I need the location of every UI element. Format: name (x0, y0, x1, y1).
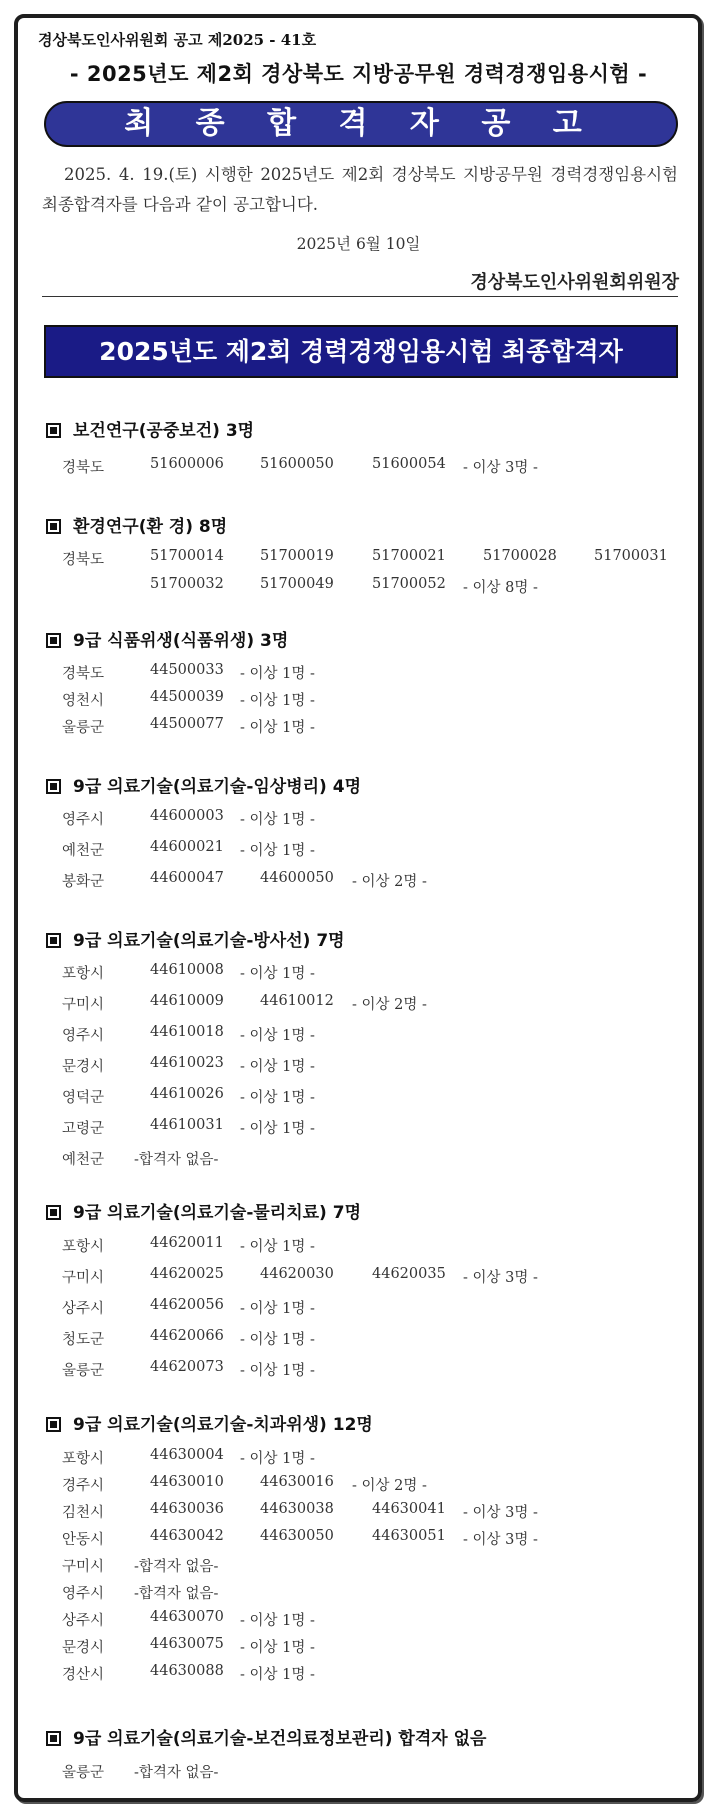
candidate-number: 51700049 (260, 576, 334, 592)
section-title (46, 1410, 373, 1435)
intro-paragraph: 2025. 4. 19.(토) 시행한 2025년도 제2회 경상북도 지방공무원 경력경쟁임용시험 최종합격자를 다음과 같이 공고합니다. (42, 165, 678, 214)
count-summary: - 이상 1명 - (240, 1090, 315, 1106)
region-label: 울릉군 (62, 1765, 105, 1781)
result-row (62, 1663, 662, 1685)
candidate-number: 44620073 (150, 1359, 224, 1375)
candidate-number: 44600047 (150, 870, 224, 886)
candidate-number: 44610012 (260, 993, 334, 1009)
section-title (46, 512, 227, 537)
candidate-number: 44620056 (150, 1297, 224, 1313)
no-passer-note: -합격자 없음- (134, 1586, 219, 1602)
candidate-number: 44610023 (150, 1055, 224, 1071)
result-row (62, 1055, 662, 1077)
region-label: 경북도 (62, 666, 105, 682)
count-summary: - 이상 3명 - (463, 1532, 538, 1548)
candidate-number: 44630036 (150, 1501, 224, 1517)
count-summary: - 이상 8명 - (463, 580, 538, 596)
region-label: 포항시 (62, 1451, 105, 1467)
candidate-number: 44630070 (150, 1609, 224, 1625)
candidate-number: 44600003 (150, 808, 224, 824)
result-row (62, 1086, 662, 1108)
result-row (62, 839, 662, 861)
region-label: 경북도 (62, 460, 105, 476)
divider (42, 296, 678, 297)
candidate-number: 51700028 (483, 548, 557, 564)
section-title-text: 9급 식품위생(식품위생) 3명 (73, 631, 289, 651)
candidate-number: 51600006 (150, 456, 224, 472)
section-title-text: 9급 의료기술(의료기술-방사선) 7명 (73, 931, 345, 951)
count-summary: - 이상 1명 - (240, 1301, 315, 1317)
region-label: 영주시 (62, 1028, 105, 1044)
section-title-text: 9급 의료기술(의료기술-임상병리) 4명 (73, 777, 361, 797)
candidate-number: 51700021 (372, 548, 446, 564)
result-row (62, 1297, 662, 1319)
region-label: 영덕군 (62, 1090, 105, 1106)
square-bullet-icon (46, 1417, 61, 1432)
result-row (62, 576, 662, 598)
result-row (62, 1235, 662, 1257)
result-row (62, 1501, 662, 1523)
section-title-text: 9급 의료기술(의료기술-치과위생) 12명 (73, 1415, 373, 1435)
candidate-number: 51700032 (150, 576, 224, 592)
region-label: 김천시 (62, 1505, 105, 1521)
section-title-text: 환경연구(환 경) 8명 (73, 517, 228, 537)
candidate-number: 44630088 (150, 1663, 224, 1679)
result-row (62, 993, 662, 1015)
square-bullet-icon (46, 633, 61, 648)
candidate-number: 44620035 (372, 1266, 446, 1282)
announcement-date: 2025년 6월 10일 (296, 235, 421, 253)
candidate-number: 44630041 (372, 1501, 446, 1517)
count-summary: - 이상 1명 - (240, 693, 315, 709)
no-passer-note: -합격자 없음- (134, 1765, 219, 1781)
region-label: 포항시 (62, 1239, 105, 1255)
count-summary: - 이상 1명 - (240, 1640, 315, 1656)
count-summary: - 이상 1명 - (240, 1059, 315, 1075)
no-passer-note: -합격자 없음- (134, 1559, 219, 1575)
square-bullet-icon (46, 1205, 61, 1220)
result-row (62, 1447, 662, 1469)
count-summary: - 이상 1명 - (240, 1667, 315, 1683)
count-summary: - 이상 1명 - (240, 720, 315, 736)
count-summary: - 이상 1명 - (240, 843, 315, 859)
candidate-number: 44620025 (150, 1266, 224, 1282)
region-label: 상주시 (62, 1301, 105, 1317)
candidate-number: 44630050 (260, 1528, 334, 1544)
region-label: 구미시 (62, 1270, 105, 1286)
announcement-banner: 최 종 합 격 자 공 고 (44, 101, 678, 147)
section-title (46, 1198, 361, 1223)
candidate-number: 44500033 (150, 662, 224, 678)
count-summary: - 이상 1명 - (240, 1451, 315, 1467)
section-title (46, 416, 254, 441)
candidate-number: 44610008 (150, 962, 224, 978)
result-row (62, 716, 662, 738)
square-bullet-icon (46, 519, 61, 534)
notice-number: 경상북도인사위원회 공고 제2025 - 41호 (38, 31, 317, 49)
region-label: 울릉군 (62, 1363, 105, 1379)
region-label: 영주시 (62, 812, 105, 828)
region-label: 영주시 (62, 1586, 105, 1602)
result-row (62, 1359, 662, 1381)
candidate-number: 44620066 (150, 1328, 224, 1344)
candidate-number: 51700031 (594, 548, 668, 564)
result-row (62, 689, 662, 711)
count-summary: - 이상 2명 - (352, 874, 427, 890)
square-bullet-icon (46, 423, 61, 438)
candidate-number: 44620030 (260, 1266, 334, 1282)
count-summary: - 이상 2명 - (352, 997, 427, 1013)
no-passer-note: -합격자 없음- (134, 1152, 219, 1168)
candidate-number: 51700052 (372, 576, 446, 592)
count-summary: - 이상 1명 - (240, 1239, 315, 1255)
region-label: 경북도 (62, 552, 105, 568)
candidate-number: 44600050 (260, 870, 334, 886)
exam-title: - 2025년도 제2회 경상북도 지방공무원 경력경쟁임용시험 - (69, 62, 648, 86)
count-summary: - 이상 3명 - (463, 1270, 538, 1286)
region-label: 안동시 (62, 1532, 105, 1548)
candidate-number: 44630042 (150, 1528, 224, 1544)
result-row (62, 870, 662, 892)
result-row (62, 1117, 662, 1139)
region-label: 울릉군 (62, 720, 105, 736)
candidate-number: 44630051 (372, 1528, 446, 1544)
region-label: 예천군 (62, 1152, 105, 1168)
result-row (62, 548, 668, 570)
section-title-text: 9급 의료기술(의료기술-물리치료) 7명 (73, 1203, 361, 1223)
result-row (62, 1555, 662, 1577)
result-row (62, 456, 662, 478)
region-label: 예천군 (62, 843, 105, 859)
candidate-number: 44600021 (150, 839, 224, 855)
count-summary: - 이상 3명 - (463, 1505, 538, 1521)
count-summary: - 이상 1명 - (240, 1332, 315, 1348)
section-title (46, 626, 288, 651)
candidate-number: 44630038 (260, 1501, 334, 1517)
section-title (46, 926, 345, 951)
result-row (62, 1266, 662, 1288)
region-label: 청도군 (62, 1332, 105, 1348)
candidate-number: 44610031 (150, 1117, 224, 1133)
candidate-number: 44500077 (150, 716, 224, 732)
candidate-number: 51600050 (260, 456, 334, 472)
result-row (62, 1761, 662, 1783)
candidate-number: 44630016 (260, 1474, 334, 1490)
count-summary: - 이상 1명 - (240, 1613, 315, 1629)
result-row (62, 662, 662, 684)
count-summary: - 이상 2명 - (352, 1478, 427, 1494)
region-label: 구미시 (62, 997, 105, 1013)
signer: 경상북도인사위원회위원장 (470, 272, 679, 293)
result-row (62, 1474, 662, 1496)
count-summary: - 이상 1명 - (240, 966, 315, 982)
region-label: 상주시 (62, 1613, 105, 1629)
result-row (62, 1024, 662, 1046)
count-summary: - 이상 1명 - (240, 812, 315, 828)
count-summary: - 이상 1명 - (240, 1028, 315, 1044)
square-bullet-icon (46, 779, 61, 794)
count-summary: - 이상 1명 - (240, 1363, 315, 1379)
candidate-number: 51700019 (260, 548, 334, 564)
square-bullet-icon (46, 1731, 61, 1746)
candidate-number: 44620011 (150, 1235, 224, 1251)
region-label: 포항시 (62, 966, 105, 982)
result-row (62, 1582, 662, 1604)
region-label: 문경시 (62, 1640, 105, 1656)
region-label: 고령군 (62, 1121, 105, 1137)
region-label: 경주시 (62, 1478, 105, 1494)
candidate-number: 44610009 (150, 993, 224, 1009)
section-title-text: 보건연구(공중보건) 3명 (73, 421, 255, 441)
results-banner: 2025년도 제2회 경력경쟁임용시험 최종합격자 (44, 325, 678, 378)
section-title (46, 772, 361, 797)
candidate-number: 51700014 (150, 548, 224, 564)
candidate-number: 44630010 (150, 1474, 224, 1490)
section-title (46, 1724, 486, 1749)
result-row (62, 808, 662, 830)
region-label: 봉화군 (62, 874, 105, 890)
section-title-text: 9급 의료기술(의료기술-보건의료정보관리) 합격자 없음 (73, 1729, 487, 1749)
count-summary: - 이상 1명 - (240, 1121, 315, 1137)
region-label: 경산시 (62, 1667, 105, 1683)
candidate-number: 44630075 (150, 1636, 224, 1652)
square-bullet-icon (46, 933, 61, 948)
result-row (62, 1148, 662, 1170)
candidate-number: 44610026 (150, 1086, 224, 1102)
candidate-number: 44610018 (150, 1024, 224, 1040)
result-row (62, 1528, 662, 1550)
result-row (62, 1609, 662, 1631)
count-summary: - 이상 1명 - (240, 666, 315, 682)
region-label: 문경시 (62, 1059, 105, 1075)
region-label: 구미시 (62, 1559, 105, 1575)
candidate-number: 44500039 (150, 689, 224, 705)
result-row (62, 1328, 662, 1350)
candidate-number: 51600054 (372, 456, 446, 472)
count-summary: - 이상 3명 - (463, 460, 538, 476)
region-label: 영천시 (62, 693, 105, 709)
candidate-number: 44630004 (150, 1447, 224, 1463)
result-row (62, 1636, 662, 1658)
result-row (62, 962, 662, 984)
